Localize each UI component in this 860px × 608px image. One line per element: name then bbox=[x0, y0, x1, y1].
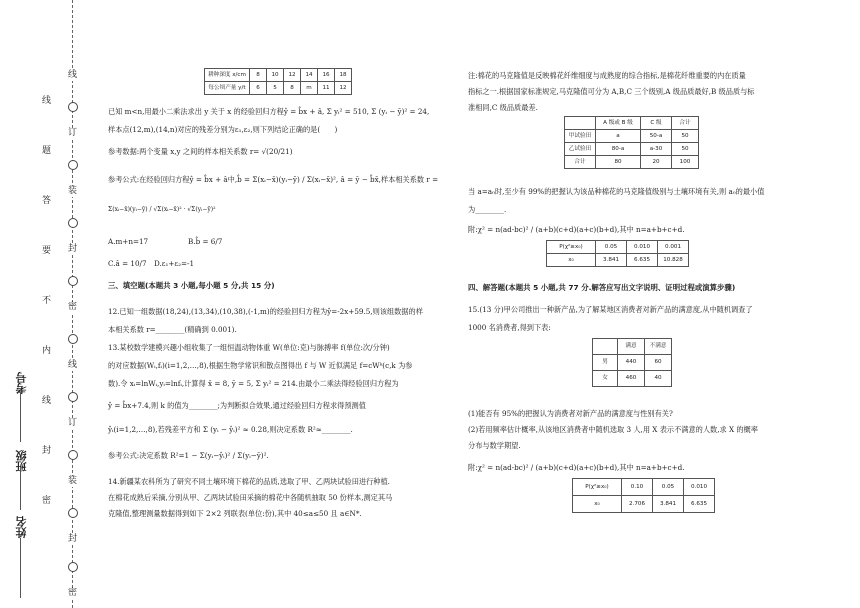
table-cell: 3.841 bbox=[653, 496, 684, 513]
table-cell: 460 bbox=[618, 371, 645, 387]
note-text: 准相同,C 级品质最差. bbox=[468, 103, 538, 112]
data-table-depth-yield bbox=[204, 68, 352, 95]
margin-char: 装 bbox=[67, 186, 77, 196]
reference-formula: 参考公式:决定系数 R²=1 − Σ(yᵢ−ŷᵢ)² / Σ(yᵢ−ȳ)². bbox=[108, 451, 269, 460]
question-text: 当 a=a₀时,至少有 99%的把握认为该品种棉花的马克隆值级别与土壤环境有关,则 a₀的最小值 bbox=[468, 187, 765, 196]
table-cell: 12 bbox=[284, 69, 301, 82]
question-text: 14.新疆某农科所为了研究不同土壤环境下棉花的品质,选取了甲、乙两块试验田进行种植. bbox=[108, 477, 390, 486]
table-cell: 每公顷产量 y/t bbox=[205, 82, 250, 95]
table-cell: 60 bbox=[645, 355, 672, 371]
label-banji: 班级 bbox=[15, 450, 28, 472]
margin-char: 装 bbox=[67, 476, 77, 486]
warn-char: 不 bbox=[41, 296, 51, 306]
table-row bbox=[547, 254, 689, 267]
table-cell: 100 bbox=[672, 156, 699, 169]
margin-char: 线 bbox=[67, 70, 77, 80]
question-text: (2)若用频率估计概率,从该地区消费者中随机选取 3 人,用 X 表示不满意的人数,求 X 的概率 bbox=[468, 425, 758, 434]
question-text: 分布与数学期望. bbox=[468, 441, 521, 450]
warn-char: 线 bbox=[41, 396, 51, 406]
table-cell: 50 bbox=[672, 143, 699, 156]
table-row bbox=[205, 82, 352, 95]
table-cell: 不满意 bbox=[645, 339, 672, 355]
table-cell: 20 bbox=[641, 156, 672, 169]
margin-circle bbox=[68, 562, 78, 572]
table-cell: a-30 bbox=[641, 143, 672, 156]
table-cell: 0.05 bbox=[596, 241, 627, 254]
table-cell: 合计 bbox=[672, 117, 699, 130]
table-cell: 10 bbox=[267, 69, 284, 82]
margin-char: 线 bbox=[67, 360, 77, 370]
table-row bbox=[565, 130, 699, 143]
table-cell: 2.706 bbox=[622, 496, 653, 513]
table-row bbox=[547, 241, 689, 254]
question-text: 12.已知一组数据(18,24),(13,34),(10,38),(-1,m)的经验回归方程为ŷ=-2x+59.5,则该组数据的样 bbox=[108, 307, 423, 316]
question-text: 克隆值,整理测量数据得到如下 2×2 列联表(单位:份),其中 40≤a≤50 且 a∈N*. bbox=[108, 509, 362, 518]
margin-char: 密 bbox=[67, 302, 77, 312]
critical-value-table-2 bbox=[572, 478, 715, 513]
table-row bbox=[593, 355, 672, 371]
table-cell bbox=[565, 117, 596, 130]
note-text: 注:棉花的马克隆值是反映棉花纤维细度与成熟度的综合指标,是棉花纤维重要的内在质量 bbox=[468, 71, 746, 80]
table-cell: m bbox=[301, 82, 318, 95]
margin-circle bbox=[68, 392, 78, 402]
table-cell: 80 bbox=[596, 156, 641, 169]
option-b: B.b̂ = 6/7 bbox=[188, 237, 223, 246]
appendix-formula: 附:χ² = n(ad-bc)² / (a+b)(c+d)(a+c)(b+d),其中 n=a+b+c+d. bbox=[468, 225, 685, 234]
table-cell: 8 bbox=[250, 69, 267, 82]
table-cell: 0.001 bbox=[658, 241, 689, 254]
warn-char: 要 bbox=[41, 246, 51, 256]
appendix-formula: 附:χ² = n(ad-bc)² / (a+b)(c+d)(a+c)(b+d),其中 n=a+b+c+d. bbox=[468, 463, 685, 472]
question-text: 样本点(12,m),(14,n)对应的残差分别为ε₁,ε₂,则下列结论正确的是( ) bbox=[108, 125, 338, 134]
option-d: D.ε₁+ε₂=-1 bbox=[154, 259, 195, 268]
margin-char: 密 bbox=[67, 588, 77, 598]
table-cell: 3.841 bbox=[596, 254, 627, 267]
reference-formula: 参考公式:在经验回归方程ŷ = b̂x + â中,b̂ = Σ(xᵢ−x̄)(yᵢ−ȳ) / Σ(xᵢ−x̄)², â = ȳ − b̂x̄,样本相关系数 r = bbox=[108, 175, 439, 184]
question-text: 本相关系数 r=________(精确到 0.001). bbox=[108, 325, 237, 334]
table-cell: 6 bbox=[250, 82, 267, 95]
label-kaohao: 考号 bbox=[15, 372, 28, 394]
option-c: C.â = 10/7 bbox=[108, 259, 147, 268]
table-cell: 50 bbox=[672, 130, 699, 143]
table-cell: x₀ bbox=[573, 496, 622, 513]
table-cell: 5 bbox=[267, 82, 284, 95]
question-text: 在棉花成熟后采摘,分别从甲、乙两块试验田采摘的棉花中各随机抽取 50 份样本,测定其马 bbox=[108, 493, 393, 502]
table-cell: a bbox=[596, 130, 641, 143]
table-cell: 甲试验田 bbox=[565, 130, 596, 143]
warn-char: 答 bbox=[41, 196, 51, 206]
margin-circle bbox=[68, 334, 78, 344]
label-xingming: 姓名 bbox=[15, 516, 28, 538]
table-cell: A 级或 B 级 bbox=[596, 117, 641, 130]
question-text: ŷᵢ(i=1,2,…,8),若残差平方和 Σ (yᵢ − ŷᵢ)² ≈ 0.28,则决定系数 R²≈________. bbox=[108, 425, 353, 434]
table-row bbox=[205, 69, 352, 82]
question-text: 1000 名消费者,得到下表: bbox=[468, 323, 551, 332]
warn-char: 题 bbox=[41, 146, 51, 156]
margin-circle bbox=[68, 218, 78, 228]
margin-circle bbox=[68, 450, 78, 460]
question-text: 的对应数据(Wᵢ,fᵢ)(i=1,2,…,8),根据生物学常识和散点图得出 f 与 W 近似满足 f=cWᵏ(c,k 为参 bbox=[108, 361, 413, 370]
table-row bbox=[573, 496, 715, 513]
table-row bbox=[593, 371, 672, 387]
table-cell: 女 bbox=[593, 371, 618, 387]
margin-circle bbox=[68, 160, 78, 170]
table-cell: 14 bbox=[301, 69, 318, 82]
warn-char: 内 bbox=[41, 346, 51, 356]
margin-circle bbox=[68, 102, 78, 112]
table-cell: 16 bbox=[318, 69, 335, 82]
satisfaction-table bbox=[592, 338, 672, 387]
warn-char: 封 bbox=[41, 446, 51, 456]
table-cell: 乙试验田 bbox=[565, 143, 596, 156]
table-cell: 0.05 bbox=[653, 479, 684, 496]
table-row bbox=[565, 117, 699, 130]
table-cell: 40 bbox=[645, 371, 672, 387]
table-cell: 10.828 bbox=[658, 254, 689, 267]
table-cell: 8 bbox=[284, 82, 301, 95]
table-cell: P(χ²≥x₀) bbox=[547, 241, 596, 254]
table-cell: 80-a bbox=[596, 143, 641, 156]
table-cell: x₀ bbox=[547, 254, 596, 267]
table-cell: 18 bbox=[335, 69, 352, 82]
margin-char: 订 bbox=[67, 128, 77, 138]
question-text: 已知 m<n,用最小二乘法求出 y 关于 x 的经验回归方程ŷ = b̂x + â, Σ yᵢ² = 510, Σ (yᵢ − ȳ)² = 24, bbox=[108, 107, 430, 116]
table-cell: 11 bbox=[318, 82, 335, 95]
table-cell: 6.635 bbox=[627, 254, 658, 267]
table-row bbox=[565, 143, 699, 156]
question-text: ŷ = b̂x+7.4,则 k 的值为________;为判断拟合效果,通过经验回归方程求得预测值 bbox=[108, 401, 366, 410]
question-text: 15.(13 分)甲公司推出一种新产品,为了解某地区消费者对新产品的满意度,从中随机调查了 bbox=[468, 305, 753, 314]
table-cell: 耕种深度 x/cm bbox=[205, 69, 250, 82]
question-text: (1)能否有 95%的把握认为消费者对新产品的满意度与性别有关? bbox=[468, 409, 673, 418]
critical-value-table bbox=[546, 240, 689, 267]
table-cell: 440 bbox=[618, 355, 645, 371]
binding-margin bbox=[0, 0, 92, 608]
fill-line bbox=[20, 470, 21, 510]
table-cell: 0.010 bbox=[627, 241, 658, 254]
fill-line bbox=[20, 538, 21, 598]
section-heading: 四、解答题(本题共 5 小题,共 77 分.解答应写出文字说明、证明过程或演算步骤) bbox=[468, 283, 736, 292]
warn-char: 线 bbox=[41, 96, 51, 106]
margin-circle bbox=[68, 276, 78, 286]
table-cell bbox=[593, 339, 618, 355]
margin-char: 封 bbox=[67, 534, 77, 544]
table-row bbox=[593, 339, 672, 355]
table-row bbox=[573, 479, 715, 496]
table-cell: 男 bbox=[593, 355, 618, 371]
table-cell: 12 bbox=[335, 82, 352, 95]
fill-line bbox=[20, 392, 21, 442]
option-a: A.m+n=17 bbox=[108, 237, 149, 246]
question-text: 为________. bbox=[468, 205, 507, 214]
table-cell: 0.010 bbox=[684, 479, 715, 496]
table-cell: 50-a bbox=[641, 130, 672, 143]
table-cell: 6.635 bbox=[684, 496, 715, 513]
margin-char: 订 bbox=[67, 418, 77, 428]
warn-char: 密 bbox=[41, 496, 51, 506]
note-text: 指标之一.根据国家标准规定,马克隆值可分为 A,B,C 三个级别,A 级品质最好,B 级品质与标 bbox=[468, 87, 755, 96]
table-cell: C 级 bbox=[641, 117, 672, 130]
table-cell: 0.10 bbox=[622, 479, 653, 496]
table-cell: P(χ²≥x₀) bbox=[573, 479, 622, 496]
question-text: 数).令 xᵢ=lnWᵢ,yᵢ=lnfᵢ,计算得 x̄ = 8, ȳ = 5, Σ yᵢ² = 214.由最小二乘法得经验回归方程为 bbox=[108, 379, 399, 388]
question-text: 13.某校数学建模兴趣小组收集了一组恒温动物体重 W(单位:克)与脉搏率 f(单位:次/分钟) bbox=[108, 343, 390, 352]
table-cell: 满意 bbox=[618, 339, 645, 355]
table-cell: 合计 bbox=[565, 156, 596, 169]
margin-char: 封 bbox=[67, 244, 77, 254]
reference-formula: Σ(xᵢ−x̄)(yᵢ−ȳ) / √Σ(xᵢ−x̄)² · √Σ(yᵢ−ȳ)² bbox=[108, 206, 216, 213]
margin-circle bbox=[68, 508, 78, 518]
table-row bbox=[565, 156, 699, 169]
section-heading: 三、填空题(本题共 3 小题,每小题 5 分,共 15 分) bbox=[108, 281, 275, 290]
contingency-table-cotton bbox=[564, 116, 699, 169]
reference-data: 参考数据:两个变量 x,y 之间的样本相关系数 r= √(20/21) bbox=[108, 147, 293, 156]
